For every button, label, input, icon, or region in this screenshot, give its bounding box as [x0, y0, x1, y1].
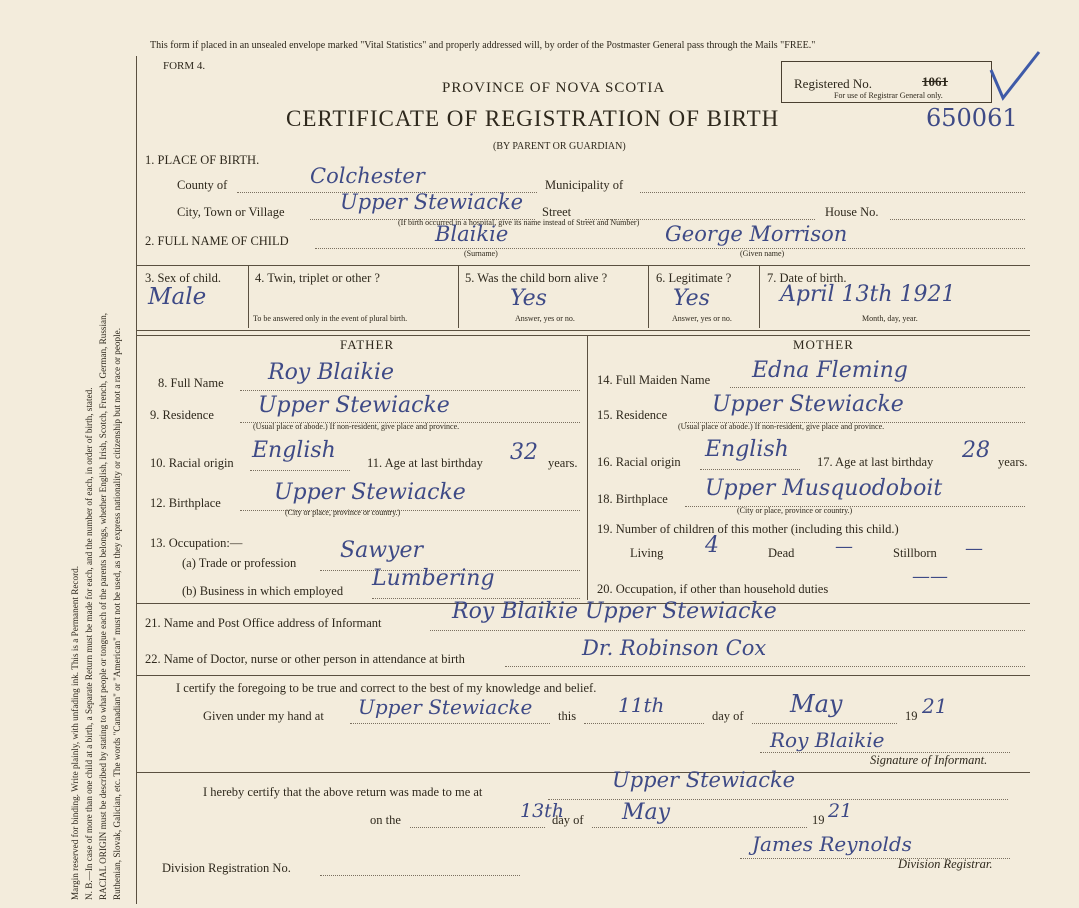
mother-occupation-value: ——	[912, 566, 948, 587]
informant-label: 21. Name and Post Office address of Informant	[145, 616, 382, 630]
given-day-value: 11th	[618, 693, 665, 717]
given-year-prefix: 19	[905, 709, 918, 723]
mother-abode-note: (Usual place of abode.) If non-resident, give place and province.	[678, 422, 885, 431]
form-number: FORM 4.	[163, 60, 206, 72]
father-birthplace-label: 12. Birthplace	[150, 496, 221, 510]
check-mark-icon	[985, 48, 1045, 108]
trade-value: Sawyer	[340, 538, 423, 563]
father-years-label: years.	[548, 456, 578, 470]
children-label: 19. Number of children of this mother (including this child.)	[597, 522, 899, 536]
mother-name-value: Edna Fleming	[752, 358, 908, 383]
side-note-racial-cont: Ruthenian, Slovak, Galician, etc. The words "Canadian" or "American" must not be used, as they express nationality or citizenship but not a race or people.	[112, 327, 122, 900]
division-registrar-caption: Division Registrar.	[898, 857, 993, 871]
dob-value: April 13th 1921	[780, 282, 956, 307]
side-note-binding: Margin reserved for binding. Write plainly, with unfading ink. This is a Permanent Record.	[70, 565, 80, 900]
city-value: Upper Stewiacke	[340, 190, 524, 214]
given-under-label: Given under my hand at	[203, 709, 324, 723]
registrar-signature: James Reynolds	[752, 832, 912, 856]
given-month-value: May	[790, 690, 843, 718]
side-note-nb: N. B.—In case of more than one child at a birth, a Separate Return must be made for each, and the number of each, in order of birth, stated.	[84, 387, 94, 900]
place-of-birth-label: 1. PLACE OF BIRTH.	[145, 153, 260, 167]
this-label: this	[558, 709, 577, 723]
occupation-label: 13. Occupation:—	[150, 536, 243, 550]
given-year-value: 21	[922, 694, 948, 718]
father-city-note: (City or place, province or country.)	[285, 508, 401, 517]
division-registration-label: Division Registration No.	[162, 861, 291, 875]
parent-divider	[587, 336, 588, 600]
mail-notice: This form if placed in an unsealed envelope marked "Vital Statistics" and properly addressed will, by order of the Postmaster General pass through the Mails "FREE."	[150, 40, 816, 51]
twin-label: 4. Twin, triplet or other ?	[255, 271, 380, 285]
father-residence-label: 9. Residence	[150, 408, 214, 422]
certify-statement: I certify the foregoing to be true and correct to the best of my knowledge and belief.	[176, 681, 597, 695]
full-name-label: 2. FULL NAME OF CHILD	[145, 234, 289, 248]
father-heading: FATHER	[340, 337, 395, 352]
doctor-label: 22. Name of Doctor, nurse or other person in attendance at birth	[145, 652, 465, 666]
living-value: 4	[705, 533, 719, 558]
surname-value: Blaikie	[435, 222, 509, 246]
province-heading: PROVINCE OF NOVA SCOTIA	[442, 80, 666, 96]
legit-value: Yes	[673, 286, 710, 311]
informant-signature: Roy Blaikie	[770, 728, 885, 752]
father-residence-value: Upper Stewiacke	[258, 393, 450, 418]
informant-value: Roy Blaikie Upper Stewiacke	[452, 599, 777, 624]
father-racial-label: 10. Racial origin	[150, 456, 234, 470]
left-border	[136, 56, 137, 904]
col-divider	[759, 266, 760, 328]
municipality-label: Municipality of	[545, 178, 624, 192]
trade-label: (a) Trade or profession	[182, 556, 297, 570]
mother-city-note: (City or place, province or country.)	[737, 506, 853, 515]
mother-name-label: 14. Full Maiden Name	[597, 373, 711, 387]
county-label: County of	[177, 178, 228, 192]
registered-box	[781, 61, 992, 103]
dob-caption: Month, day, year.	[862, 314, 918, 323]
father-birthplace-value: Upper Stewiacke	[274, 480, 466, 505]
hospital-note: (If birth occurred in a hospital, give its name instead of Street and Number)	[398, 218, 640, 227]
stillborn-value: —	[965, 538, 983, 559]
street-label: Street	[542, 205, 572, 219]
row-divider-registrar	[136, 772, 1030, 773]
mother-residence-label: 15. Residence	[597, 408, 668, 422]
living-label: Living	[630, 546, 664, 560]
given-at-value: Upper Stewiacke	[358, 695, 533, 719]
legit-label: 6. Legitimate ?	[656, 271, 732, 285]
mother-heading: MOTHER	[793, 337, 854, 352]
alive-label: 5. Was the child born alive ?	[465, 271, 608, 285]
business-label: (b) Business in which employed	[182, 584, 344, 598]
business-value: Lumbering	[372, 566, 495, 591]
dead-value: —	[835, 536, 853, 557]
return-day-of-label: day of	[552, 813, 584, 827]
father-name-label: 8. Full Name	[158, 376, 224, 390]
registered-value: 1061	[922, 74, 948, 89]
col-divider	[248, 266, 249, 328]
side-note-racial: RACIAL ORIGIN must be described by stating to what people or tongue each of the parents belongs, whether English, Irish, Scotch, French, German, Russian,	[98, 312, 108, 900]
row-divider-certify	[136, 675, 1030, 676]
stamp-number: 650061	[926, 104, 1018, 132]
sex-label: 3. Sex of child.	[145, 271, 222, 285]
hereby-label: I hereby certify that the above return was made to me at	[203, 785, 483, 799]
city-label: City, Town or Village	[177, 205, 285, 219]
row-divider-4	[136, 330, 1030, 331]
mother-occupation-label: 20. Occupation, if other than household duties	[597, 582, 829, 596]
returned-at-value: Upper Stewiacke	[612, 768, 796, 792]
alive-value: Yes	[510, 286, 547, 311]
registered-label: Registered No.	[794, 76, 872, 91]
sex-value: Male	[148, 284, 207, 310]
mother-racial-label: 16. Racial origin	[597, 455, 681, 469]
mother-age-label: 17. Age at last birthday	[817, 455, 934, 469]
on-the-label: on the	[370, 813, 401, 827]
dead-label: Dead	[768, 546, 795, 560]
house-no-label: House No.	[825, 205, 879, 219]
return-month-value: May	[622, 800, 671, 825]
alive-caption: Answer, yes or no.	[515, 314, 575, 323]
doctor-value: Dr. Robinson Cox	[582, 636, 767, 660]
dob-label: 7. Date of birth.	[767, 271, 847, 285]
father-name-value: Roy Blaikie	[268, 360, 394, 385]
twin-note: To be answered only in the event of plural birth.	[253, 314, 408, 323]
father-abode-note: (Usual place of abode.) If non-resident, give place and province.	[253, 422, 460, 431]
mother-years-label: years.	[998, 455, 1028, 469]
row-divider-5	[136, 335, 1030, 336]
return-year-value: 21	[828, 800, 853, 822]
father-racial-value: English	[252, 438, 336, 463]
given-name-value: George Morrison	[665, 222, 848, 246]
day-of-label: day of	[712, 709, 744, 723]
registrar-note: For use of Registrar General only.	[834, 91, 943, 100]
mother-residence-value: Upper Stewiacke	[712, 392, 904, 417]
given-caption: (Given name)	[740, 249, 785, 258]
mother-birthplace-label: 18. Birthplace	[597, 492, 668, 506]
stillborn-label: Stillborn	[893, 546, 937, 560]
return-day-value: 13th	[520, 800, 565, 822]
signature-informant-caption: Signature of Informant.	[870, 753, 988, 767]
county-value: Colchester	[310, 164, 425, 188]
surname-caption: (Surname)	[464, 249, 498, 258]
mother-birthplace-value: Upper Musquodoboit	[705, 476, 943, 501]
row-divider-3	[136, 265, 1030, 266]
col-divider	[458, 266, 459, 328]
father-age-value: 32	[510, 440, 538, 465]
certificate-subtitle: (BY PARENT OR GUARDIAN)	[493, 141, 626, 152]
legit-caption: Answer, yes or no.	[672, 314, 732, 323]
mother-age-value: 28	[962, 438, 990, 463]
certificate-title: CERTIFICATE OF REGISTRATION OF BIRTH	[286, 106, 780, 131]
father-age-label: 11. Age at last birthday	[367, 456, 483, 470]
return-year-prefix: 19	[812, 813, 825, 827]
mother-racial-value: English	[705, 437, 789, 462]
col-divider	[648, 266, 649, 328]
